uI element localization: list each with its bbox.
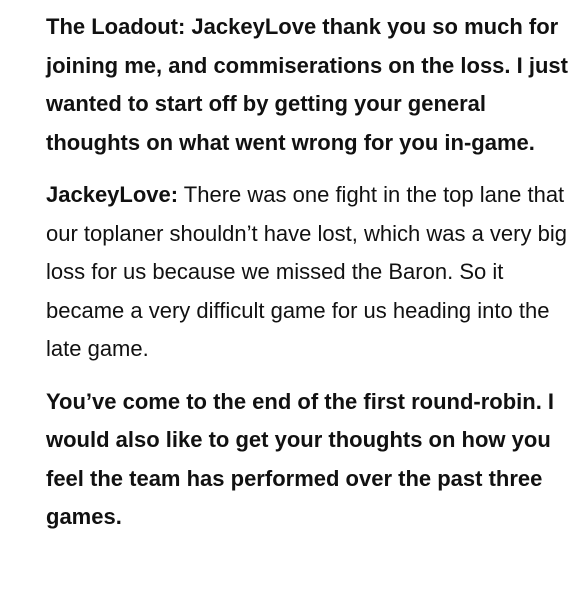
- speaker-name: JackeyLove:: [46, 182, 179, 207]
- interview-answer-1: [46, 176, 576, 369]
- interview-question-2: You’ve come to the end of the first round-robin. I would also like to get your thoughts on how you feel the team has performed over the past three games.: [46, 388, 555, 529]
- answer-text: There was one fight in the top lane that our toplaner shouldn’t have lost, which was a very big loss for us because we missed the Baron. So it became a very difficult game for us heading into the late game.: [46, 182, 567, 361]
- interview-question-1: The Loadout: JackeyLove thank you so much for joining me, and commiserations on the loss. I just wanted to start off by getting your general thoughts on what went wrong for you in-game.: [46, 14, 568, 155]
- interview-article: [46, 8, 576, 551]
